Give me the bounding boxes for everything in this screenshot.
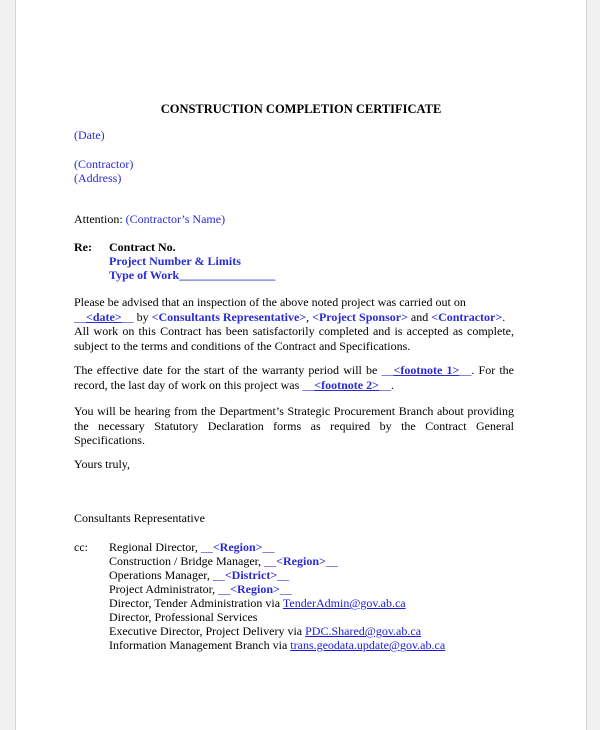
cc-blank-post: __ [279, 582, 292, 596]
cc-item-text: Executive Director, Project Delivery via [109, 624, 306, 638]
cc-item-text: Director, Tender Administration via [109, 596, 283, 610]
cc-blank-post: __ [325, 554, 338, 568]
cc-tag: <Region> [212, 540, 263, 554]
fn2-blank-pre: __ [302, 377, 315, 392]
sponsor-tag: <Project Sponsor> [312, 309, 408, 324]
cc-item-text: Information Management Branch via [109, 638, 291, 652]
warranty-text-1: The effective date for the start of the warranty period will be [74, 363, 382, 377]
fn1-blank-post: __ [459, 363, 472, 377]
attention-name: (Contractor’s Name) [125, 212, 226, 226]
paragraph-inspection-rest: All work on this Contract has been satisfactorily completed and is accepted as complete, subject to the terms and conditions of the Contract and Specifications. [74, 324, 514, 353]
re-block [109, 240, 275, 282]
paragraph-inspection-line1: Please be advised that an inspection of the above noted project was carried out on [74, 295, 466, 309]
cc-list [109, 540, 445, 652]
project-number-limits: Project Number & Limits [109, 254, 241, 268]
cc-blank-pre: __ [200, 540, 213, 554]
tender-admin-email-link[interactable]: TenderAdmin@gov.ab.ca [282, 596, 406, 610]
cc-blank-pre: __ [212, 568, 225, 582]
date-blank-post: __ [121, 309, 134, 324]
fn1-blank-pre: __ [381, 363, 394, 377]
cc-item [109, 554, 445, 568]
sep-text: , [306, 309, 313, 324]
document-page [15, 0, 587, 730]
period-text: . [502, 309, 506, 324]
paragraph-inspection [74, 295, 514, 353]
footnote-2-tag: <footnote 2> [314, 377, 379, 392]
pdc-shared-email-link[interactable]: PDC.Shared@gov.ab.ca [305, 624, 422, 638]
footnote-1-tag: <footnote 1> [393, 363, 460, 377]
date-field: (Date) [74, 128, 105, 142]
cc-item [109, 638, 445, 652]
contractor-tag: <Contractor> [431, 309, 503, 324]
cc-blank-post: __ [262, 540, 275, 554]
cc-item [109, 582, 445, 596]
cc-item [109, 568, 445, 582]
attention-label: Attention: [74, 212, 126, 226]
fn2-blank-post: __ [378, 377, 391, 392]
cc-item-text: Construction / Bridge Manager, [109, 554, 265, 568]
cc-tag: <District> [224, 568, 278, 582]
cc-item-text: Operations Manager, [109, 568, 213, 582]
cc-tag: <Region> [276, 554, 326, 568]
type-of-work-label: Type of Work [109, 268, 180, 282]
consultants-tag: <Consultants Representative> [151, 309, 307, 324]
paragraph-declaration: You will be hearing from the Department’s Strategic Procurement Branch about providing the necessary Statutory Declaration forms as required by the Contract General Specifications. [74, 404, 514, 447]
cc-blank-pre: __ [218, 582, 231, 596]
contract-number-label: Contract No. [109, 240, 176, 254]
type-of-work [109, 268, 275, 282]
document-title: CONSTRUCTION COMPLETION CERTIFICATE [160, 102, 442, 116]
cc-item [109, 540, 445, 554]
cc-label: cc: [74, 540, 88, 554]
cc-item [109, 624, 445, 638]
and-text: and [407, 309, 432, 324]
type-of-work-blank: ________________ [179, 268, 276, 282]
warranty-text-2: . For the record, the last day of work on this project was [74, 363, 515, 392]
cc-item-text: Director, Professional Services [109, 610, 258, 624]
date-tag: <date> [86, 309, 122, 324]
geodata-email-link[interactable]: trans.geodata.update@gov.ab.ca [290, 638, 446, 652]
signature-title: Consultants Representative [74, 511, 205, 525]
cc-blank-pre: __ [264, 554, 277, 568]
cc-tag: <Region> [230, 582, 280, 596]
paragraph-warranty [74, 363, 514, 392]
closing-line: Yours truly, [74, 457, 131, 471]
re-label: Re: [74, 240, 92, 254]
cc-item-text: Project Administrator, [109, 582, 219, 596]
paragraph-inspection-line2 [74, 310, 514, 325]
warranty-end: . [390, 377, 394, 392]
date-blank-pre: __ [74, 309, 86, 324]
contractor-field: (Contractor) [74, 157, 134, 171]
cc-blank-post: __ [277, 568, 290, 582]
cc-item-text: Regional Director, [109, 540, 201, 554]
address-field: (Address) [74, 171, 122, 185]
attention-line [74, 212, 225, 227]
cc-item [109, 610, 445, 624]
cc-item [109, 596, 445, 610]
by-text: by [133, 309, 152, 324]
